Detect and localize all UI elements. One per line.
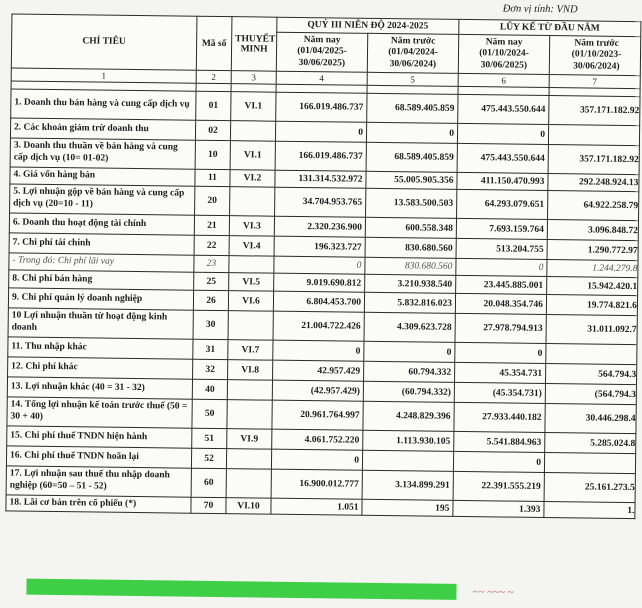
- q3-this-year-value: 0: [273, 340, 364, 361]
- row-code: 23: [194, 255, 229, 272]
- q3-last-year-value: 3.134.899.291: [362, 470, 453, 500]
- ytd-last-year-value: 357.171.182.92: [548, 145, 639, 175]
- row-code: 40: [192, 379, 227, 399]
- row-label: - Trong đó: Chi phí lãi vay: [9, 253, 194, 272]
- header-ytd-group: LŨY KẾ TỪ ĐẦU NĂM: [459, 19, 641, 36]
- row-code: 31: [193, 339, 228, 359]
- q3-last-year-value: 0: [366, 122, 457, 143]
- q3-last-year-value: 0: [364, 341, 455, 362]
- ytd-last-year-value: 64.922.258.79: [548, 191, 639, 221]
- row-code: 02: [195, 120, 230, 140]
- row-label: 9. Chi phí quản lý doanh nghiệp: [8, 288, 193, 310]
- q3-last-year-value: 3.210.938.540: [365, 274, 456, 293]
- ytd-this-year-value: 45.354.731: [455, 362, 546, 383]
- ytd-last-year-value: 3.096.848.72: [547, 220, 638, 241]
- ytd-this-year-value: 0: [456, 258, 547, 276]
- row-code: 11: [195, 169, 230, 186]
- row-label: 6. Doanh thu hoạt động tài chính: [9, 213, 194, 235]
- ytd-this-year-value: 411.150.470.993: [457, 172, 548, 190]
- row-code: 10: [195, 140, 230, 169]
- q3-this-year-value: 1.051: [271, 498, 362, 515]
- row-code: 60: [191, 468, 226, 497]
- row-code: 20: [195, 186, 230, 215]
- q3-last-year-value: 13.583.500.503: [366, 188, 457, 218]
- row-code: 01: [196, 91, 231, 120]
- row-label: 1. Doanh thu bán hàng và cung cấp dịch vụ: [11, 89, 196, 120]
- row-label: 18. Lãi cơ bản trên cổ phiếu (*): [6, 495, 191, 513]
- q3-last-year-value: 60.794.332: [364, 361, 455, 382]
- row-note: VI.5: [229, 273, 274, 292]
- ytd-last-year-value: 564.794.3: [545, 364, 636, 385]
- q3-last-year-value: 5.832.816.023: [364, 292, 455, 313]
- header-ytd-this-year: Năm nay (01/10/2024-30/06/2025): [458, 34, 549, 74]
- q3-this-year-value: 16.900.012.777: [271, 469, 362, 499]
- row-note: VI.1: [230, 141, 275, 171]
- q3-this-year-value: (42.957.429): [272, 380, 363, 401]
- row-code: 70: [191, 497, 226, 513]
- row-label: 5. Lợi nhuận gộp về bán hàng và cung cấp dịch vụ (20=10 - 11): [10, 184, 195, 215]
- q3-last-year-value: 4.309.623.728: [364, 312, 455, 342]
- row-code: 21: [194, 215, 229, 235]
- header-q3-last-year: Năm trước (01/04/2024-30/06/2024): [367, 33, 458, 73]
- row-note: VI.6: [228, 291, 273, 312]
- row-label: 4. Giá vốn hàng bán: [10, 167, 195, 186]
- q3-this-year-value: 9.019.690.812: [274, 273, 365, 292]
- row-code: 52: [191, 448, 226, 468]
- row-note: [227, 400, 272, 430]
- q3-last-year-value: 830.680.560: [365, 237, 456, 258]
- row-label: 10 Lợi nhuận thuần từ hoạt động kinh doanh: [8, 308, 193, 339]
- row-label: 7. Chi phí tài chính: [9, 233, 194, 255]
- index-cell: 5: [367, 72, 458, 86]
- q3-this-year-value: 20.961.764.997: [272, 400, 363, 430]
- row-label: 14. Tổng lợi nhuận kế toán trước thuế (50 = 30 + 40): [7, 397, 192, 428]
- q3-this-year-value: 6.804.453.700: [273, 291, 364, 312]
- index-cell: 2: [196, 70, 231, 83]
- ytd-last-year-value: 25.161.273.5: [544, 472, 635, 502]
- q3-this-year-value: 21.004.722.426: [273, 311, 364, 341]
- q3-last-year-value: 68.589.405.859: [367, 93, 458, 123]
- q3-this-year-value: 0: [271, 449, 362, 470]
- row-note: [227, 380, 272, 401]
- row-label: 8. Chi phí bán hàng: [9, 270, 194, 290]
- row-note: VI.10: [226, 498, 271, 515]
- ytd-last-year-value: 15.942.420.1: [547, 277, 638, 296]
- index-cell: 6: [458, 73, 549, 87]
- q3-this-year-value: 0: [274, 256, 365, 274]
- row-code: 22: [194, 235, 229, 255]
- row-note: VI.8: [228, 360, 273, 381]
- q3-this-year-value: 0: [275, 121, 366, 142]
- index-cell: 7: [549, 75, 640, 89]
- currency-unit: Đơn vị tính: VND: [502, 3, 578, 16]
- q3-last-year-value: 68.589.405.859: [366, 142, 457, 172]
- q3-this-year-value: 4.061.752.220: [272, 429, 363, 450]
- row-note: [230, 121, 275, 142]
- row-note: [226, 469, 271, 499]
- ytd-last-year-value: 357.171.182.92: [549, 96, 640, 126]
- q3-last-year-value: 4.248.829.396: [363, 401, 454, 431]
- q3-last-year-value: 600.558.348: [365, 217, 456, 238]
- q3-this-year-value: 42.957.429: [273, 360, 364, 381]
- ytd-this-year-value: 513.204.755: [456, 238, 547, 259]
- ytd-this-year-value: 27.933.440.182: [454, 402, 545, 432]
- row-label: 16. Chi phí thuế TNDN hoãn lại: [6, 446, 191, 468]
- ytd-this-year-value: 20.048.354.746: [455, 293, 546, 314]
- statement-rows: [6, 89, 640, 519]
- q3-last-year-value: 55.005.905.356: [366, 171, 457, 189]
- header-q3-group: QUÝ III NIÊN ĐỘ 2024-2025: [277, 17, 459, 34]
- ytd-this-year-value: 7.693.159.764: [456, 218, 547, 239]
- header-code: Mã số: [196, 16, 232, 70]
- q3-last-year-value: 195: [362, 499, 453, 516]
- header-q3-this-year: Năm nay (01/04/2025-30/06/2025): [276, 32, 367, 72]
- row-code: 30: [193, 310, 228, 339]
- ytd-last-year-value: 1.290.772.97: [547, 240, 638, 261]
- row-code: 32: [193, 359, 228, 379]
- row-label: 12. Chi phí khác: [8, 357, 193, 379]
- q3-this-year-value: 34.704.953.765: [275, 187, 366, 217]
- q3-last-year-value: 1.113.930.105: [363, 430, 454, 451]
- ytd-last-year-value: [548, 125, 639, 146]
- ytd-this-year-value: 0: [457, 123, 548, 144]
- header-note: THUYẾT MINH: [231, 17, 277, 72]
- row-note: VI.1: [231, 92, 276, 122]
- ytd-this-year-value: 5.541.884.963: [454, 431, 545, 452]
- ytd-this-year-value: 0: [453, 451, 544, 472]
- row-note: VI.7: [228, 340, 273, 361]
- row-label: 2. Các khoản giảm trừ doanh thu: [10, 118, 195, 140]
- q3-last-year-value: [362, 450, 453, 471]
- q3-last-year-value: 830.680.560: [365, 257, 456, 275]
- ytd-last-year-value: 1.244.279.8: [547, 260, 638, 278]
- q3-this-year-value: 131.314.532.972: [275, 170, 366, 188]
- q3-this-year-value: 166.019.486.737: [275, 141, 366, 171]
- ytd-last-year-value: 292.248.924.13: [548, 174, 639, 192]
- row-label: 11. Thu nhập khác: [8, 337, 193, 359]
- highlight-bar: [26, 579, 456, 600]
- row-note: [226, 449, 271, 470]
- q3-last-year-value: (60.794.332): [363, 381, 454, 402]
- row-note: [228, 311, 273, 341]
- header-indicator: CHỈ TIÊU: [11, 14, 197, 70]
- ytd-last-year-value: [546, 344, 637, 365]
- signature-stamp: ~~ ~~~ ~: [472, 586, 514, 599]
- index-cell: 4: [276, 71, 367, 85]
- ytd-this-year-value: (45.354.731): [454, 382, 545, 403]
- q3-this-year-value: 196.323.727: [274, 236, 365, 257]
- row-code: 51: [192, 428, 227, 448]
- row-code: 50: [192, 399, 227, 428]
- ytd-this-year-value: 475.443.550.644: [458, 94, 549, 124]
- row-note: [230, 187, 275, 217]
- ytd-this-year-value: 27.978.794.913: [455, 313, 546, 343]
- ytd-this-year-value: 475.443.550.644: [457, 143, 548, 173]
- income-statement-table: [5, 13, 641, 519]
- ytd-last-year-value: 1.: [544, 501, 635, 518]
- ytd-last-year-value: 5.285.024.8: [545, 433, 636, 454]
- ytd-this-year-value: 22.391.555.219: [453, 471, 544, 501]
- row-code: 26: [193, 290, 228, 310]
- row-note: VI.3: [229, 216, 274, 237]
- header-ytd-last-year: Năm trước (01/10/2023-30/06/2024): [549, 36, 640, 76]
- row-note: [229, 256, 274, 274]
- ytd-last-year-value: [544, 453, 635, 474]
- row-label: 17. Lợi nhuận sau thuế thu nhập doanh nghiệp (60=50 – 51 - 52): [6, 466, 191, 497]
- q3-this-year-value: 2.320.236.900: [274, 216, 365, 237]
- index-cell: 1: [11, 68, 196, 83]
- row-code: 25: [194, 272, 229, 290]
- ytd-this-year-value: 0: [455, 342, 546, 363]
- row-note: VI.4: [229, 236, 274, 257]
- row-label: 15. Chi phí thuế TNDN hiện hành: [7, 426, 192, 448]
- ytd-last-year-value: 31.011.092.7: [546, 315, 637, 345]
- q3-this-year-value: 166.019.486.737: [276, 92, 367, 122]
- ytd-last-year-value: (564.794.3: [545, 384, 636, 405]
- row-label: 13. Lợi nhuận khác (40 = 31 - 32): [7, 377, 192, 399]
- index-cell: 3: [231, 71, 276, 85]
- ytd-last-year-value: 30.446.298.4: [545, 404, 636, 434]
- ytd-this-year-value: 23.445.885.001: [456, 275, 547, 294]
- ytd-this-year-value: 1.393: [453, 500, 544, 517]
- ytd-last-year-value: 19.774.821.6: [546, 295, 637, 316]
- row-note: VI.9: [227, 429, 272, 450]
- row-note: VI.2: [230, 170, 275, 188]
- row-label: 3. Doanh thu thuần về bán hàng và cung cấp dịch vụ (10= 01-02): [10, 138, 195, 169]
- ytd-this-year-value: 64.293.079.651: [457, 189, 548, 219]
